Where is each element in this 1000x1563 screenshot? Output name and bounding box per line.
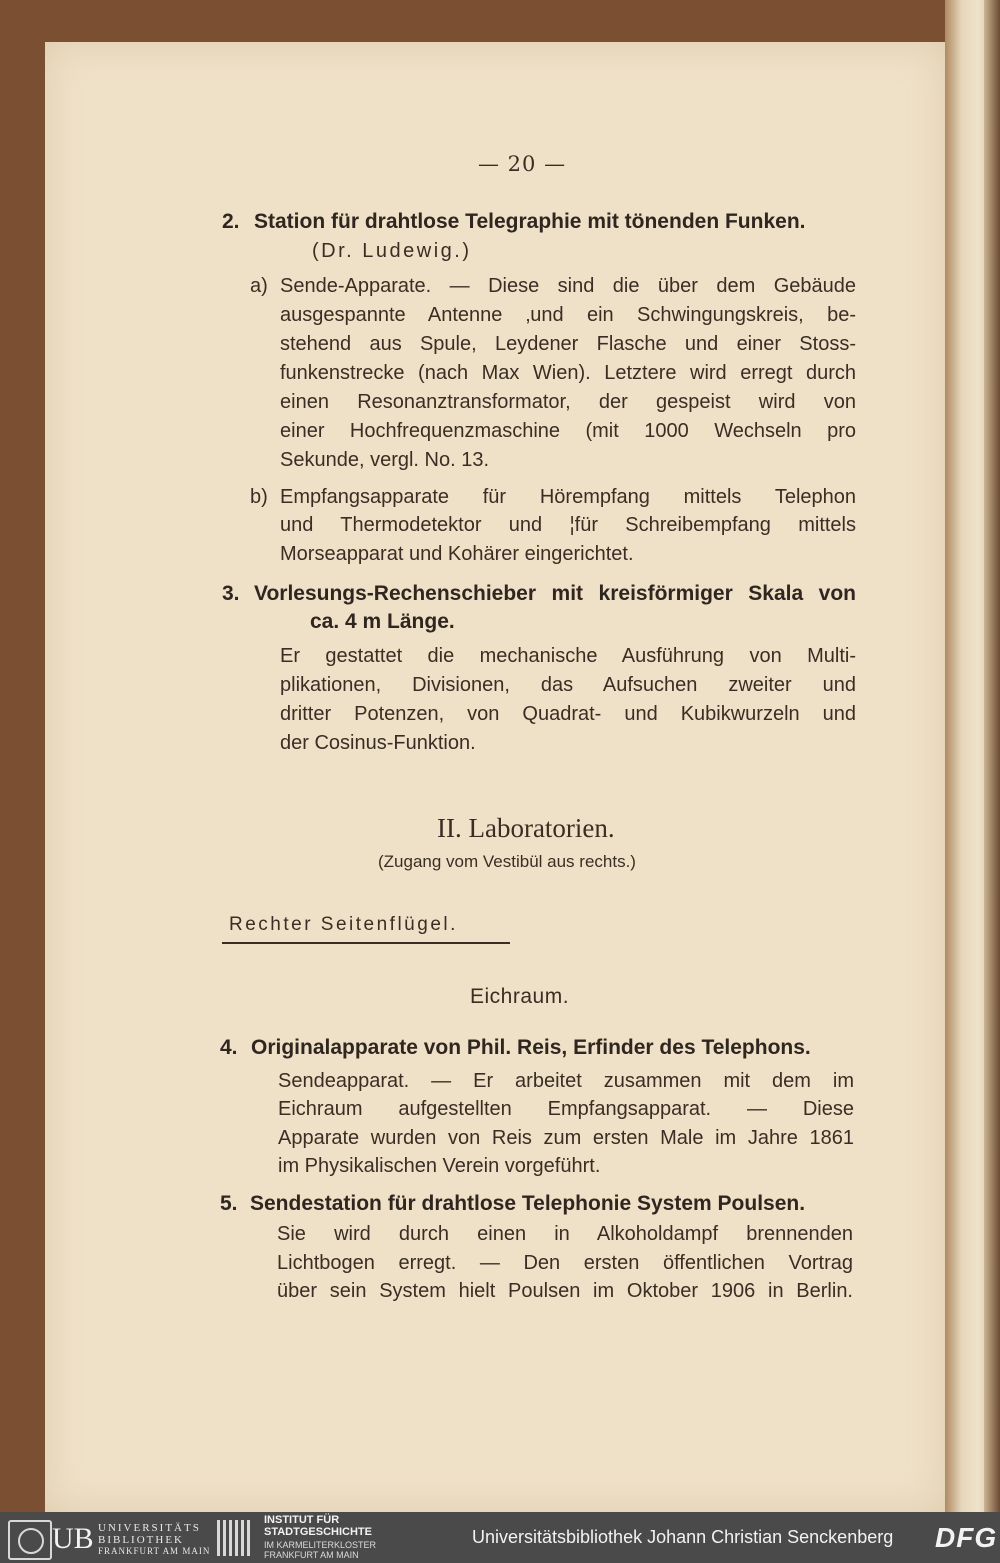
paragraph-line: Empfangsapparate für Hörempfang mittels Telephon: [280, 486, 856, 508]
paragraph-line: Sekunde, vergl. No. 13.: [280, 449, 490, 471]
isg-logo-line: INSTITUT FÜR: [264, 1514, 340, 1526]
paragraph-line: Eichraum aufgestellten Empfangsapparat. — Diese: [278, 1098, 854, 1120]
item-number: 3.: [222, 582, 240, 605]
page-number: — 20 —: [478, 152, 567, 176]
paragraph-line: Sendeapparat. — Er arbeitet zusammen mit dem im: [278, 1070, 854, 1092]
subitem-marker: b): [250, 486, 268, 508]
ub-logo-icon: [8, 1520, 52, 1560]
item-title: Sendestation für drahtlose Telephonie System Poulsen.: [250, 1192, 806, 1215]
paragraph-line: Sende-Apparate. — Diese sind die über dem Gebäude: [280, 275, 856, 297]
library-name: Universitätsbibliothek Johann Christian Senckenberg: [472, 1527, 894, 1547]
paragraph-line: Morseapparat und Kohärer eingerichtet.: [280, 543, 634, 565]
paragraph-line: der Cosinus-Funktion.: [280, 732, 476, 754]
scan-binding-shadow: [984, 0, 1000, 1512]
paragraph-line: Apparate wurden von Reis zum ersten Male im Jahre 1861: [278, 1127, 854, 1149]
section-note: (Zugang vom Vestibül aus rechts.): [378, 852, 636, 871]
paragraph-line: Sie wird durch einen in Alkoholdampf brennenden: [277, 1223, 853, 1245]
item-title: Station für drahtlose Telegraphie mit tönenden Funken.: [254, 210, 806, 233]
paragraph-line: stehend aus Spule, Leydener Flasche und einer Stoss-: [280, 333, 856, 355]
paragraph-line: ausgespannte Antenne ‚und ein Schwingungskreis, be-: [280, 304, 856, 326]
footer-bar: [0, 1512, 1000, 1563]
paragraph-line: Lichtbogen erregt. — Den ersten öffentlichen Vortrag: [277, 1252, 853, 1274]
ub-logo-line: UNIVERSITÄTS: [98, 1522, 201, 1534]
item-title: Originalapparate von Phil. Reis, Erfinder des Telephons.: [251, 1036, 811, 1059]
ub-logo-line: BIBLIOTHEK: [98, 1534, 184, 1546]
item-title: Vorlesungs-Rechenschieber mit kreisförmiger Skala von: [254, 582, 856, 605]
isg-logo-line: FRANKFURT AM MAIN: [264, 1550, 359, 1560]
paragraph-line: über sein System hielt Poulsen im Oktober 1906 in Berlin.: [277, 1280, 853, 1302]
paragraph-line: Er gestattet die mechanische Ausführung von Multi-: [280, 645, 856, 667]
isg-logo-line: IM KARMELITERKLOSTER: [264, 1540, 377, 1550]
subitem-marker: a): [250, 275, 268, 297]
paragraph-line: funkenstrecke (nach Max Wien). Letztere wird erregt durch: [280, 362, 856, 384]
paragraph-line: plikationen, Divisionen, das Aufsuchen zweiter und: [280, 674, 856, 696]
isg-logo-icon: [217, 1520, 253, 1556]
item-number: 5.: [220, 1192, 238, 1215]
paragraph-line: einer Hochfrequenzmaschine (mit 1000 Wechseln pro: [280, 420, 856, 442]
paragraph-line: und Thermodetektor und ¦für Schreibempfang mittels: [280, 514, 856, 536]
wing-underline: [222, 942, 510, 944]
item-author: (Dr. Ludewig.): [312, 240, 472, 262]
ub-logo-letters: UB: [52, 1522, 94, 1555]
item-number: 4.: [220, 1036, 238, 1059]
section-heading: II. Laboratorien.: [437, 813, 615, 843]
paragraph-line: einen Resonanztransformator, der gespeist wird von: [280, 391, 856, 413]
wing-label: Rechter Seitenflügel.: [229, 914, 458, 935]
paragraph-line: im Physikalischen Verein vorgeführt.: [278, 1155, 601, 1177]
item-number: 2.: [222, 210, 240, 233]
dfg-logo: DFG: [935, 1522, 998, 1553]
item-title-continued: ca. 4 m Länge.: [310, 610, 455, 633]
ub-logo-line: FRANKFURT AM MAIN: [98, 1546, 211, 1556]
isg-logo-line: STADTGESCHICHTE: [264, 1526, 372, 1538]
paragraph-line: dritter Potenzen, von Quadrat- und Kubikwurzeln und: [280, 703, 856, 725]
room-title: Eichraum.: [470, 985, 570, 1008]
